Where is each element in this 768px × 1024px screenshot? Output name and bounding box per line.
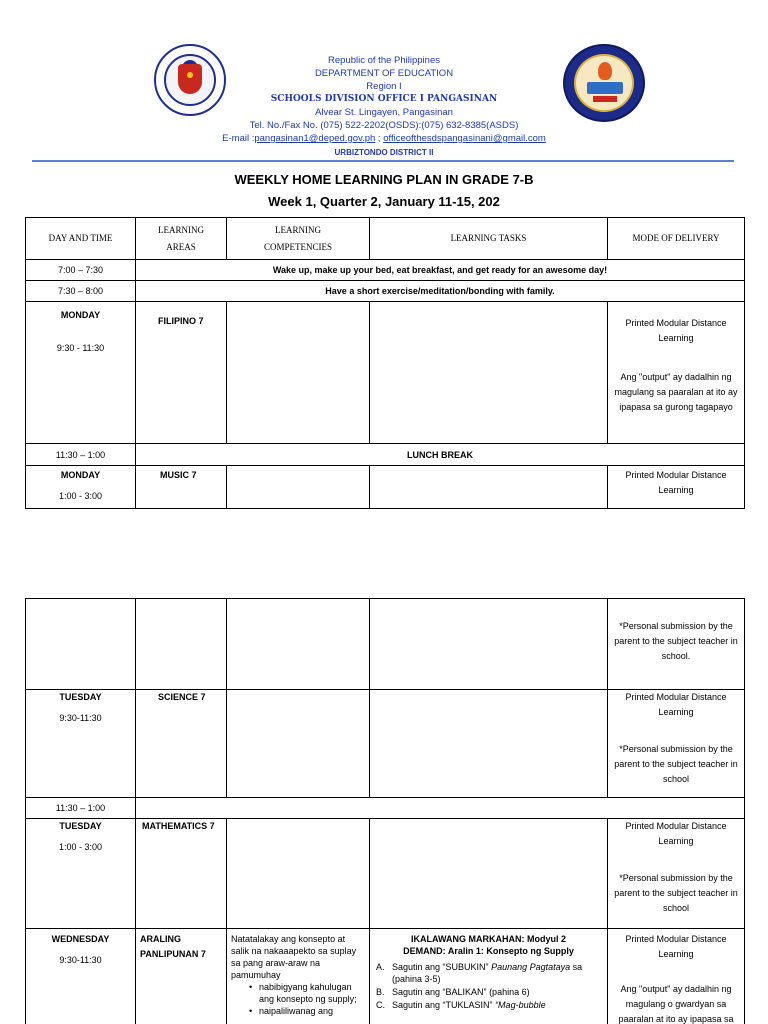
table-row xyxy=(26,260,745,281)
table-row xyxy=(26,798,745,819)
mode-cell: *Personal submission by the parent to the subject teacher in school. xyxy=(608,599,745,690)
activity-cell xyxy=(136,798,745,819)
table-row xyxy=(26,929,745,1024)
tasks-cell xyxy=(370,599,608,690)
competencies-cell xyxy=(227,302,370,444)
mode-note: Ang "output" ay dadalhin ng magulang o gwardyan sa paaralan at ito ay ipapasa sa xyxy=(618,984,734,1024)
tasks-heading-1: IKALAWANG MARKAHAN: Modyul 2 xyxy=(411,934,566,944)
table-row xyxy=(26,444,745,466)
email-link-2[interactable]: officeofthesdspangasinani@gmail.com xyxy=(383,133,546,144)
learning-plan-table-2 xyxy=(25,598,745,1024)
table-row xyxy=(26,302,745,444)
mode-text: Printed Modular Distance Learning xyxy=(625,934,727,959)
header-district: URBIZTONDO DISTRICT II xyxy=(334,148,434,157)
day-time-cell xyxy=(26,819,136,929)
list-item: • nabibigyang kahulugan ang konsepto ng supply; xyxy=(249,981,365,1005)
col-learning-tasks: LEARNING TASKS xyxy=(370,218,608,260)
email-label: E-mail : xyxy=(222,133,255,144)
header-telfax: Tel. No./Fax No. (075) 522-2202(OSDS):(075) 632-8385(ASDS) xyxy=(249,120,519,131)
mode-note: Ang "output" ay dadalhin ng magulang sa paaralan at ito ay ipapasa sa gurong tagapayo xyxy=(614,372,738,412)
list-item: • naipaliliwanag ang xyxy=(249,1005,365,1017)
competencies-cell xyxy=(227,466,370,509)
tasks-cell xyxy=(370,690,608,798)
col-areas-line1: LEARNING xyxy=(158,224,204,235)
time-label: 1:00 - 3:00 xyxy=(58,491,103,501)
task-quote: “SUBUKIN” xyxy=(442,962,489,972)
tasks-cell xyxy=(370,929,608,1024)
time-label: 9:30-11:30 xyxy=(59,713,102,723)
table-row xyxy=(26,281,745,302)
learning-area-cell: MUSIC 7 xyxy=(136,466,227,509)
header-divider xyxy=(32,160,734,162)
mode-cell xyxy=(608,929,745,1024)
tasks-cell xyxy=(370,819,608,929)
time-label: 9:30-11:30 xyxy=(59,955,102,965)
task-text: Sagutin ang xyxy=(392,1000,443,1010)
header-email-line xyxy=(0,132,768,145)
activity-cell: Wake up, make up your bed, eat breakfast, and get ready for an awesome day! xyxy=(136,260,745,281)
task-quote: “TUKLASIN” xyxy=(442,1000,493,1010)
time-label: 1:00 - 3:00 xyxy=(58,842,103,852)
learning-area-cell: ARALING PANLIPUNAN 7 xyxy=(136,929,227,1024)
mode-cell xyxy=(608,819,745,929)
task-text: Sagutin ang xyxy=(392,962,443,972)
table-row xyxy=(26,690,745,798)
task-quote: “BALIKAN” xyxy=(442,987,487,997)
header-division: SCHOOLS DIVISION OFFICE I PANGASINAN xyxy=(270,94,498,104)
day-time-cell xyxy=(26,929,136,1024)
day-label: MONDAY xyxy=(60,310,101,320)
email-link-1[interactable]: pangasinan1@deped.gov.ph xyxy=(254,133,376,144)
task-item xyxy=(376,999,601,1011)
tasks-heading-2: DEMAND: Aralin 1: Konsepto ng Supply xyxy=(403,946,574,956)
mode-text: Printed Modular Distance Learning xyxy=(625,692,727,717)
day-label: TUESDAY xyxy=(59,821,102,831)
task-italic: Paunang Pagtataya xyxy=(488,962,571,972)
mode-text: Printed Modular Distance Learning xyxy=(625,318,727,343)
table-row xyxy=(26,599,745,690)
mode-note: *Personal submission by the parent to the subject teacher in school xyxy=(614,873,738,913)
learning-area-cell: FILIPINO 7 xyxy=(136,302,227,444)
table-row xyxy=(26,466,745,509)
time-label: 9:30 - 11:30 xyxy=(56,343,105,353)
day-time-cell xyxy=(26,690,136,798)
plan-subtitle: Week 1, Quarter 2, January 11-15, 202 xyxy=(268,194,500,209)
table-header-row xyxy=(26,218,745,260)
header-region: Region I xyxy=(366,81,402,92)
learning-area-cell: MATHEMATICS 7 xyxy=(136,819,227,929)
learning-area-cell: SCIENCE 7 xyxy=(136,690,227,798)
mode-note: *Personal submission by the parent to the subject teacher in school xyxy=(614,744,738,784)
activity-cell: Have a short exercise/meditation/bonding with family. xyxy=(136,281,745,302)
col-day-time: DAY AND TIME xyxy=(26,218,136,260)
col-learning-areas xyxy=(136,218,227,260)
competencies-cell xyxy=(227,690,370,798)
mode-text: Printed Modular Distance Learning xyxy=(625,821,727,846)
task-letter: A. xyxy=(376,962,385,972)
task-text: Sagutin ang xyxy=(392,987,443,997)
lunch-break-cell: LUNCH BREAK xyxy=(136,444,745,466)
task-text: sa (pahina 3-5) xyxy=(392,962,583,984)
col-areas-line2: AREAS xyxy=(166,241,196,252)
competency-list xyxy=(249,981,365,1017)
day-label: TUESDAY xyxy=(59,692,102,702)
col-comp-line2: COMPETENCIES xyxy=(263,241,332,252)
header-republic: Republic of the Philippines xyxy=(328,55,440,66)
competency-text: Natatalakay ang konsepto at salik na nakaaapekto sa suplay sa pang araw-araw na pamumuhay xyxy=(231,934,357,980)
competencies-cell xyxy=(227,599,370,690)
day-label: MONDAY xyxy=(60,470,101,480)
day-time-cell xyxy=(26,466,136,509)
task-letter: B. xyxy=(376,987,385,997)
email-separator: ; xyxy=(375,133,384,144)
header-department: DEPARTMENT OF EDUCATION xyxy=(314,68,454,79)
task-letter: C. xyxy=(376,1000,385,1010)
time-cell: 11:30 – 1:00 xyxy=(26,444,136,466)
task-italic: “Mag-bubble xyxy=(492,1000,546,1010)
table-row xyxy=(26,819,745,929)
learning-area-cell xyxy=(136,599,227,690)
time-cell: 7:30 – 8:00 xyxy=(26,281,136,302)
time-cell: 7:00 – 7:30 xyxy=(26,260,136,281)
col-learning-competencies xyxy=(227,218,370,260)
plan-title: WEEKLY HOME LEARNING PLAN IN GRADE 7-B xyxy=(234,172,534,187)
mode-cell xyxy=(608,302,745,444)
tasks-cell xyxy=(370,466,608,509)
learning-plan-table-1 xyxy=(25,217,745,509)
time-cell: 11:30 – 1:00 xyxy=(26,798,136,819)
task-item xyxy=(376,986,601,998)
day-label: WEDNESDAY xyxy=(51,934,110,944)
tasks-cell xyxy=(370,302,608,444)
col-comp-line1: LEARNING xyxy=(275,224,321,235)
mode-cell xyxy=(608,690,745,798)
col-mode-of-delivery: MODE OF DELIVERY xyxy=(608,218,745,260)
task-item xyxy=(376,961,601,985)
day-time-cell xyxy=(26,302,136,444)
header-address: Alvear St. Lingayen, Pangasinan xyxy=(315,107,453,118)
mode-cell: Printed Modular Distance Learning xyxy=(608,466,745,509)
competencies-cell xyxy=(227,929,370,1024)
task-text: (pahina 6) xyxy=(486,987,530,997)
day-time-cell xyxy=(26,599,136,690)
competencies-cell xyxy=(227,819,370,929)
